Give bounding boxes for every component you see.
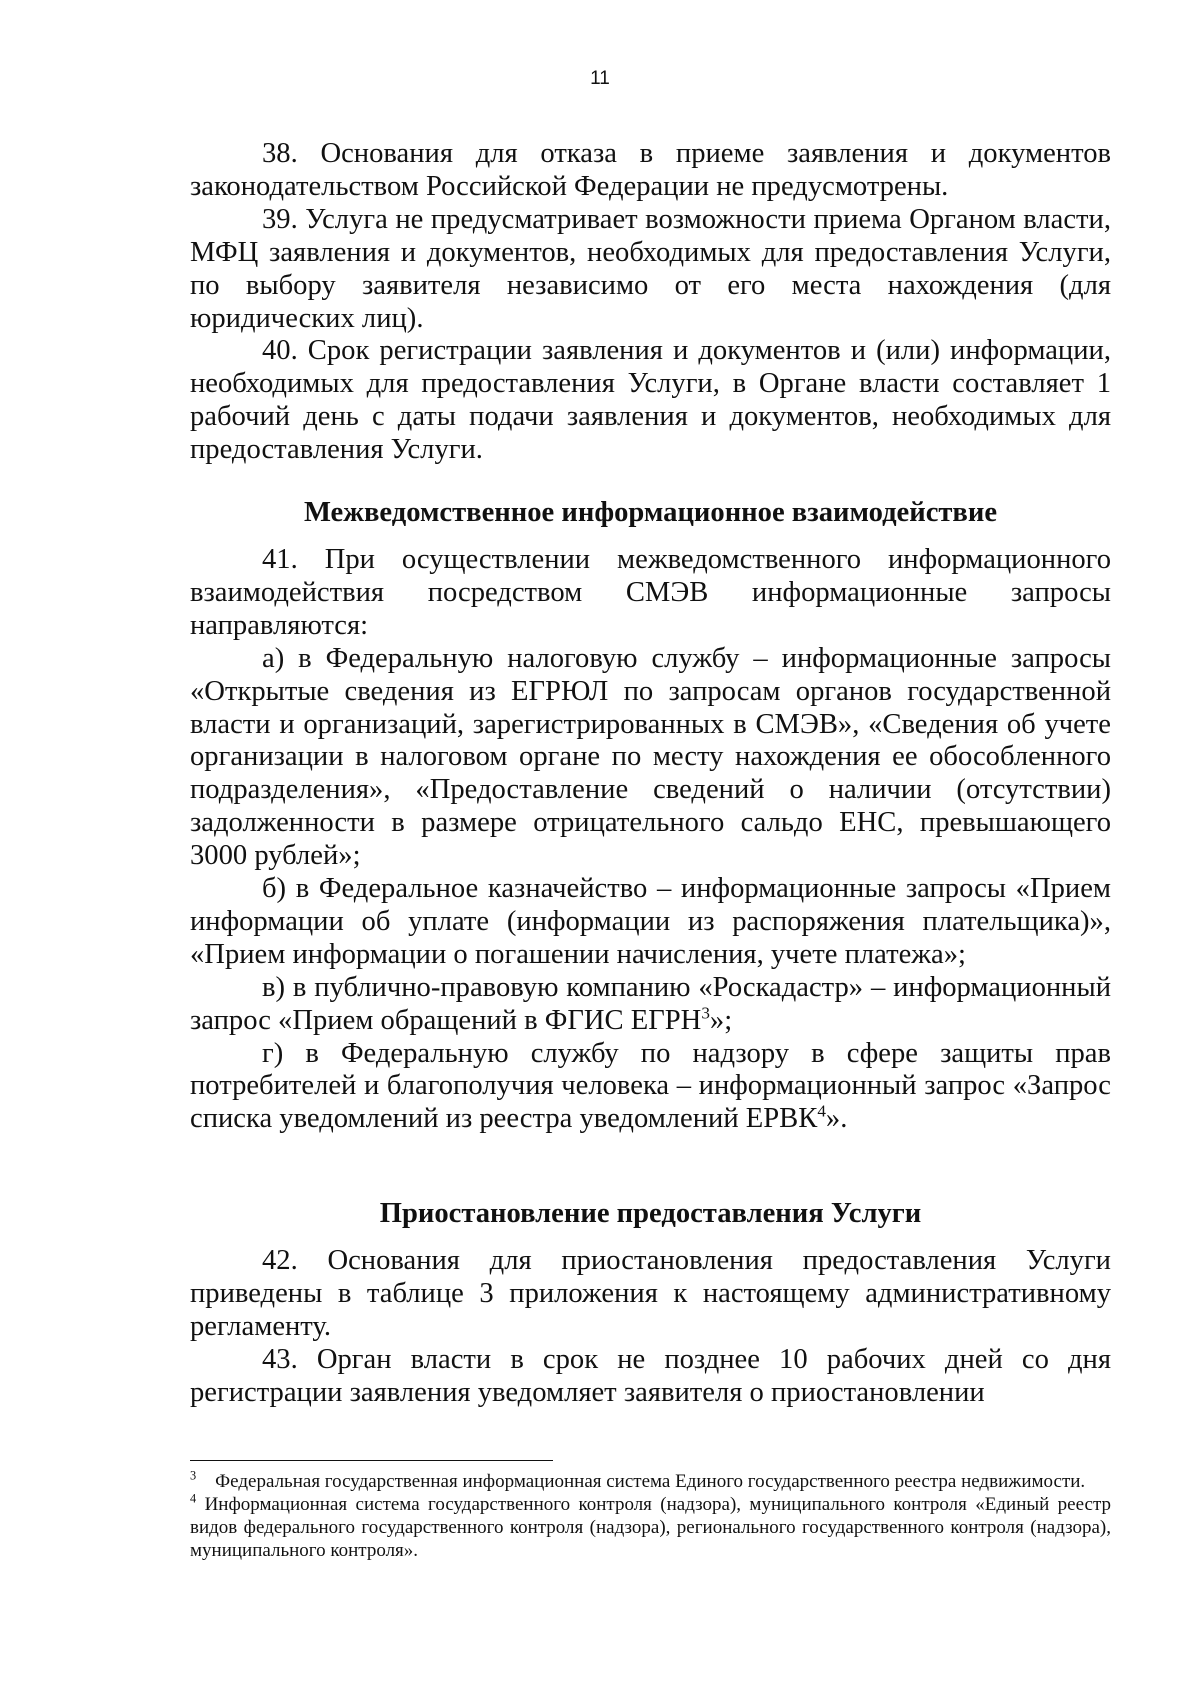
section-heading-interagency: Межведомственное информационное взаимодействие [303, 497, 998, 529]
footnotes [190, 1470, 1111, 1562]
footnote-ref-3[interactable]: 3 [701, 1003, 710, 1023]
footnote-separator [190, 1460, 553, 1461]
paragraph-41: 41. При осуществлении межведомственного информационного взаимодействия посредством СМЭВ информационные запросы направляются: [190, 543, 1111, 641]
document-body [190, 138, 1111, 1410]
paragraph-40: 40. Срок регистрации заявления и документов и (или) информации, необходимых для предоставления Услуги, в Органе власти составляет 1 рабочий день с даты подачи заявления и документов, необходимых для предоставления Услуги. [190, 335, 1111, 466]
paragraph-42: 42. Основания для приостановления предоставления Услуги приведены в таблице 3 приложения к настоящему административному регламенту. [190, 1245, 1111, 1342]
section-heading-suspension: Приостановление предоставления Услуги [379, 1198, 922, 1230]
footnote-3 [190, 1470, 1111, 1493]
paragraph-41-v [190, 972, 1111, 1038]
paragraph-41-v-end: »; [709, 1004, 733, 1036]
footnote-3-text: Федеральная государственная информационная система Единого государственного реестра недвижимости. [215, 1471, 1086, 1492]
paragraph-41-b: б) в Федеральное казначейство – информационные запросы «Прием информации об уплате (информации из распоряжения плательщика)», «Прием информации о погашении начисления, учете платежа»; [190, 873, 1111, 970]
footnote-ref-4[interactable]: 4 [817, 1101, 826, 1121]
footnote-4 [190, 1493, 1111, 1562]
paragraph-41-g-text: г) в Федеральную службу по надзору в сфере защиты прав потребителей и благополучия человека – информационный запрос «Запрос списка уведомлений из реестра уведомлений ЕРВК [190, 1037, 1111, 1135]
paragraph-41-g [190, 1038, 1111, 1137]
footnote-4-text: Информационная система государственного контроля (надзора), муниципального контроля «Единый реестр видов федерального государственного контроля (надзора), регионального государственного контроля (надзора), муниципального контроля». [190, 1494, 1111, 1561]
paragraph-41-g-end: ». [825, 1103, 848, 1135]
paragraph-43: 43. Орган власти в срок не позднее 10 рабочих дней со дня регистрации заявления уведомляет заявителя о приостановлении [190, 1343, 1111, 1408]
paragraph-38: 38. Основания для отказа в приеме заявления и документов законодательством Российской Федерации не предусмотрены. [190, 138, 1111, 202]
paragraph-41-v-text: в) в публично-правовую компанию «Роскадастр» – информационный запрос «Прием обращений в ФГИС ЕГРН [190, 971, 1111, 1036]
footnote-3-number: 3 [190, 1468, 197, 1483]
footnote-4-number: 4 [190, 1491, 197, 1506]
page-number: 11 [590, 68, 610, 89]
paragraph-41-a: а) в Федеральную налоговую службу – информационные запросы «Открытые сведения из ЕГРЮЛ по запросам органов государственной власти и организаций, зарегистрированных в СМЭВ», «Сведения об учете организации в налоговом органе по месту нахождения ее обособленного подразделения», «Предоставление сведений о наличии (отсутствии) задолженности в размере отрицательного сальдо ЕНС, превышающего 3000 рублей»; [190, 642, 1111, 872]
paragraph-39: 39. Услуга не предусматривает возможности приема Органом власти, МФЦ заявления и документов, необходимых для предоставления Услуги, по выбору заявителя независимо от его места нахождения (для юридических лиц). [190, 203, 1111, 334]
